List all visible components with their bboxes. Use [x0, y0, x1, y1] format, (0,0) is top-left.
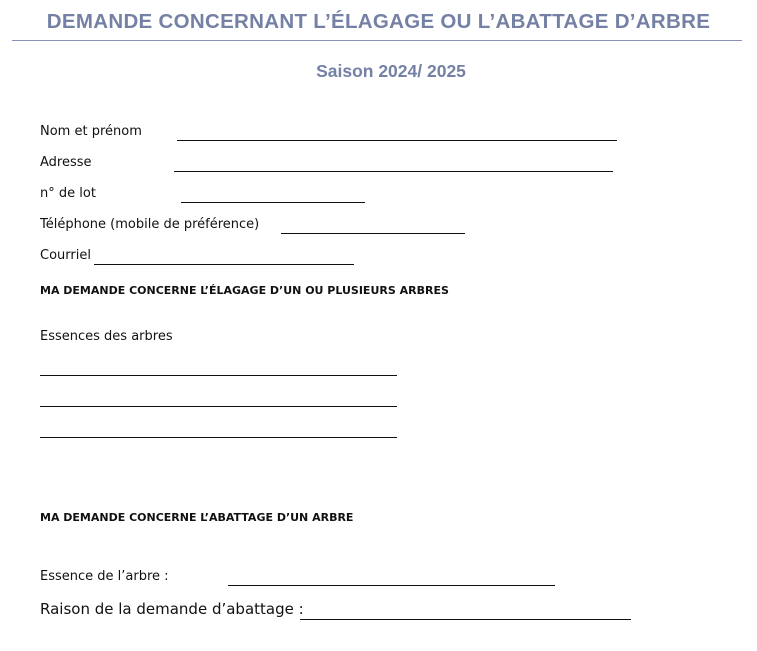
felling-species-field[interactable] — [228, 585, 555, 586]
season-subtitle: Saison 2024/ 2025 — [316, 61, 466, 81]
title-divider — [12, 40, 742, 41]
address-field[interactable] — [174, 171, 613, 172]
felling-section-heading: MA DEMANDE CONCERNE L’ABATTAGE D’UN ARBRE — [40, 511, 354, 524]
lot-number-field[interactable] — [181, 202, 365, 203]
address-label: Adresse — [40, 155, 92, 170]
lot-number-label: n° de lot — [40, 186, 96, 201]
tree-species-field-3[interactable] — [40, 437, 397, 438]
felling-reason-field[interactable] — [300, 619, 631, 620]
name-label: Nom et prénom — [40, 124, 142, 139]
felling-species-label: Essence de l’arbre : — [40, 569, 169, 584]
phone-field[interactable] — [281, 233, 465, 234]
tree-species-label: Essences des arbres — [40, 329, 173, 344]
tree-species-field-1[interactable] — [40, 375, 397, 376]
email-label: Courriel — [40, 248, 91, 263]
name-field[interactable] — [177, 140, 617, 141]
email-field[interactable] — [94, 264, 354, 265]
phone-label: Téléphone (mobile de préférence) — [40, 217, 260, 232]
felling-reason-label: Raison de la demande d’abattage : — [40, 600, 304, 618]
pruning-section-heading: MA DEMANDE CONCERNE L’ÉLAGAGE D’UN OU PLUSIEURS ARBRES — [40, 284, 449, 297]
tree-species-field-2[interactable] — [40, 406, 397, 407]
page-title: DEMANDE CONCERNANT L’ÉLAGAGE OU L’ABATTAGE D’ARBRE — [46, 10, 711, 33]
